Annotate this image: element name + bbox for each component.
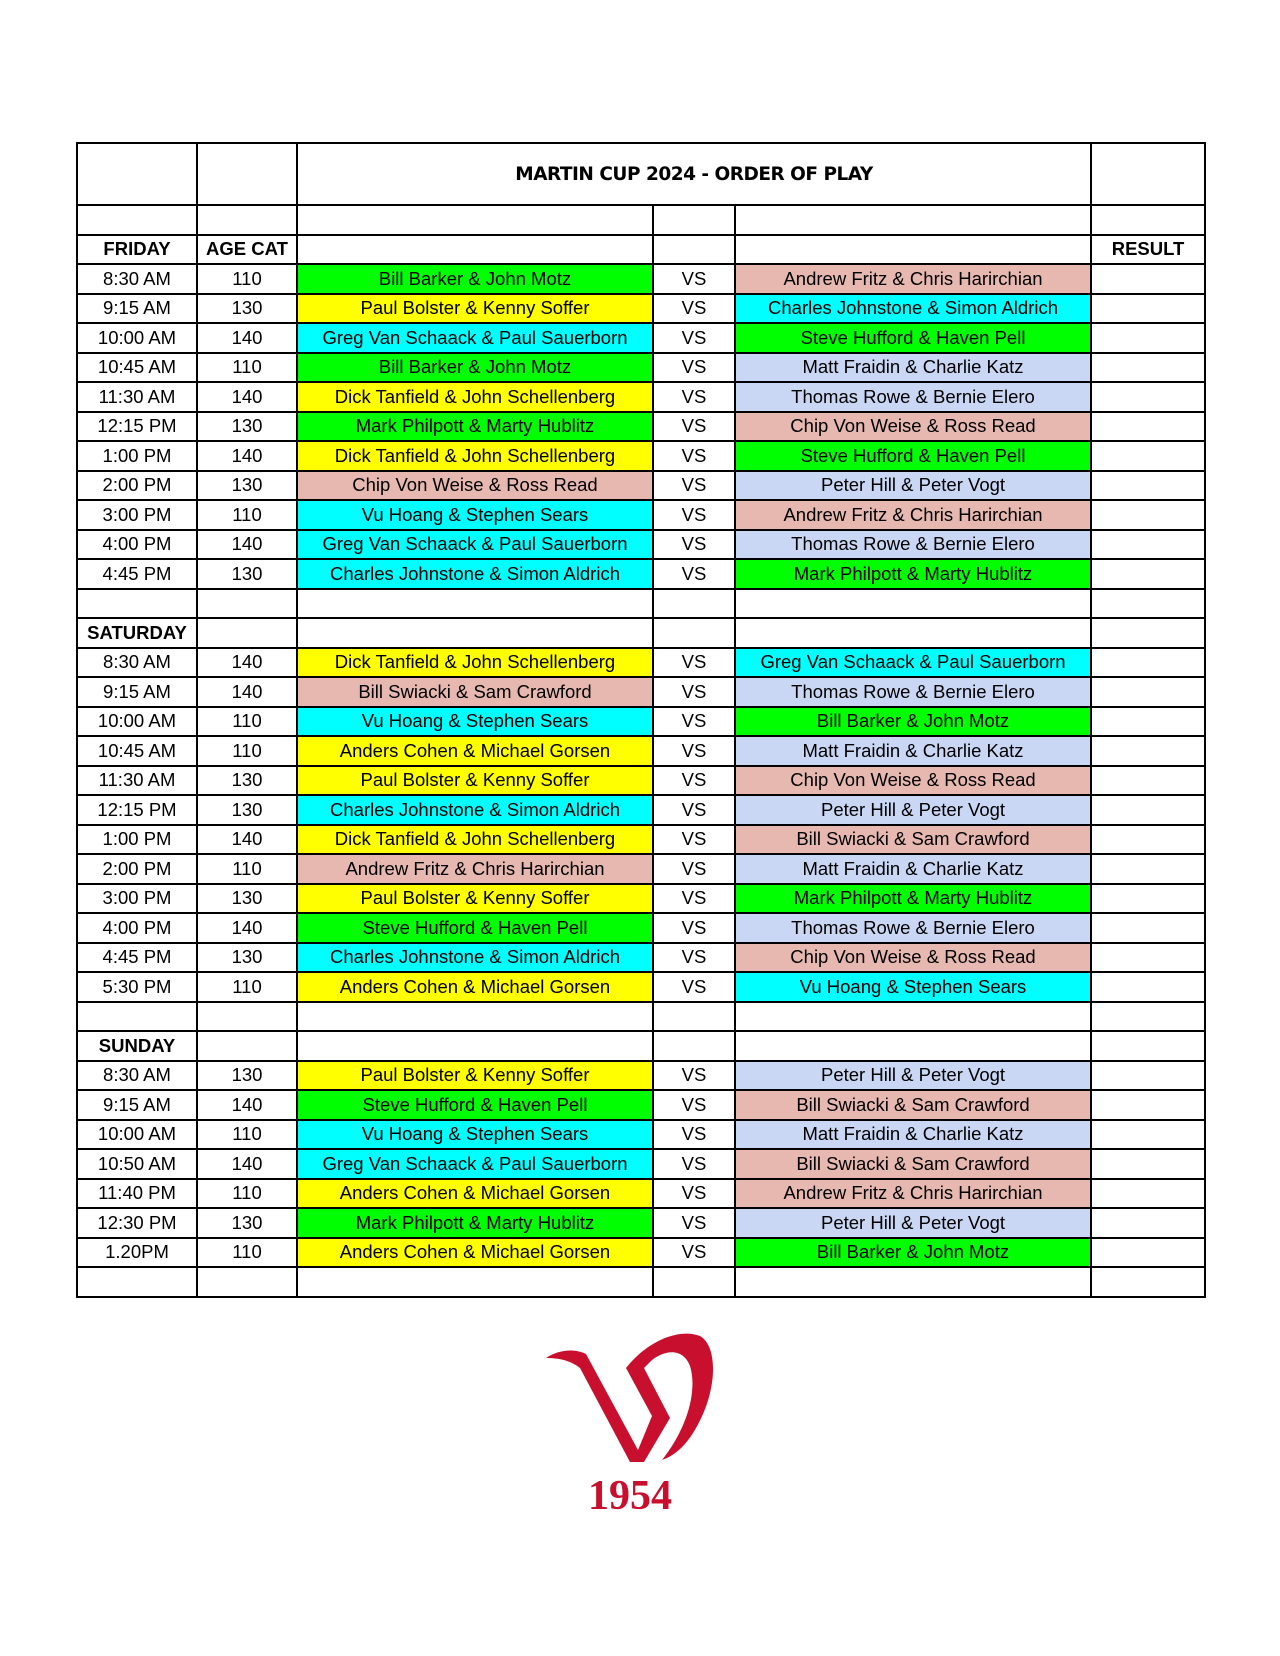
age-category: 140: [197, 1090, 297, 1120]
age-category: 130: [197, 471, 297, 501]
team-one: Bill Barker & John Motz: [297, 264, 653, 294]
result-cell: [1091, 530, 1205, 560]
team-one: Anders Cohen & Michael Gorsen: [297, 1238, 653, 1268]
result-cell: [1091, 323, 1205, 353]
result-cell: [1091, 294, 1205, 324]
age-category: 110: [197, 1120, 297, 1150]
age-category: 130: [197, 559, 297, 589]
team-two: Mark Philpott & Marty Hublitz: [735, 559, 1091, 589]
day-label: SATURDAY: [77, 618, 197, 648]
team-two: Bill Swiacki & Sam Crawford: [735, 825, 1091, 855]
result-cell: [1091, 441, 1205, 471]
spacer-row: [77, 1267, 1205, 1297]
match-time: 8:30 AM: [77, 648, 197, 678]
empty-cell: [653, 589, 735, 619]
result-cell: [1091, 382, 1205, 412]
result-cell: [1091, 1238, 1205, 1268]
empty-cell: [735, 589, 1091, 619]
result-cell: [1091, 707, 1205, 737]
match-row: [77, 972, 1205, 1002]
result-cell: [1091, 1149, 1205, 1179]
empty-cell: [735, 1002, 1091, 1032]
team-one: Greg Van Schaack & Paul Sauerborn: [297, 530, 653, 560]
result-cell: [1091, 500, 1205, 530]
match-row: [77, 530, 1205, 560]
result-cell: [1091, 825, 1205, 855]
match-row: [77, 323, 1205, 353]
vs-label: VS: [653, 264, 735, 294]
match-time: 10:50 AM: [77, 1149, 197, 1179]
match-time: 4:45 PM: [77, 559, 197, 589]
day-header-row: [77, 235, 1205, 265]
empty-cell: [653, 618, 735, 648]
match-row: [77, 441, 1205, 471]
match-time: 11:30 AM: [77, 382, 197, 412]
vs-label: VS: [653, 884, 735, 914]
team-one: Anders Cohen & Michael Gorsen: [297, 736, 653, 766]
team-one: Paul Bolster & Kenny Soffer: [297, 1061, 653, 1091]
team-one: Anders Cohen & Michael Gorsen: [297, 1179, 653, 1209]
team-one: Mark Philpott & Marty Hublitz: [297, 412, 653, 442]
order-of-play-sheet: [76, 142, 1204, 1298]
empty-cell: [197, 589, 297, 619]
team-one: Charles Johnstone & Simon Aldrich: [297, 943, 653, 973]
match-row: [77, 382, 1205, 412]
match-time: 8:30 AM: [77, 1061, 197, 1091]
result-cell: [1091, 1208, 1205, 1238]
empty-cell: [735, 618, 1091, 648]
match-row: [77, 1120, 1205, 1150]
age-category: 110: [197, 1238, 297, 1268]
team-two: Peter Hill & Peter Vogt: [735, 1208, 1091, 1238]
vs-label: VS: [653, 1208, 735, 1238]
empty-cell: [297, 1031, 653, 1061]
match-time: 5:30 PM: [77, 972, 197, 1002]
match-row: [77, 264, 1205, 294]
match-row: [77, 677, 1205, 707]
team-two: Bill Barker & John Motz: [735, 1238, 1091, 1268]
team-two: Andrew Fritz & Chris Harirchian: [735, 500, 1091, 530]
match-row: [77, 943, 1205, 973]
team-two: Thomas Rowe & Bernie Elero: [735, 677, 1091, 707]
team-two: Thomas Rowe & Bernie Elero: [735, 382, 1091, 412]
vs-label: VS: [653, 441, 735, 471]
vs-label: VS: [653, 294, 735, 324]
result-cell: [1091, 943, 1205, 973]
match-row: [77, 500, 1205, 530]
team-one: Charles Johnstone & Simon Aldrich: [297, 559, 653, 589]
empty-cell: [197, 1002, 297, 1032]
result-cell: [1091, 471, 1205, 501]
empty-cell: [735, 1267, 1091, 1297]
result-cell: [1091, 736, 1205, 766]
empty-cell: [77, 1267, 197, 1297]
result-cell: [1091, 353, 1205, 383]
age-category: 140: [197, 323, 297, 353]
result-cell: [1091, 1061, 1205, 1091]
match-row: [77, 1090, 1205, 1120]
empty-cell: [1091, 1002, 1205, 1032]
team-one: Vu Hoang & Stephen Sears: [297, 1120, 653, 1150]
match-time: 10:45 AM: [77, 353, 197, 383]
team-two: Steve Hufford & Haven Pell: [735, 441, 1091, 471]
empty-cell: [297, 618, 653, 648]
vs-label: VS: [653, 500, 735, 530]
team-one: Anders Cohen & Michael Gorsen: [297, 972, 653, 1002]
team-one: Dick Tanfield & John Schellenberg: [297, 648, 653, 678]
team-one: Vu Hoang & Stephen Sears: [297, 707, 653, 737]
vs-label: VS: [653, 825, 735, 855]
team-two: Andrew Fritz & Chris Harirchian: [735, 1179, 1091, 1209]
team-two: Greg Van Schaack & Paul Sauerborn: [735, 648, 1091, 678]
match-row: [77, 294, 1205, 324]
empty-cell: [297, 235, 653, 265]
match-time: 11:30 AM: [77, 766, 197, 796]
match-row: [77, 353, 1205, 383]
team-two: Chip Von Weise & Ross Read: [735, 412, 1091, 442]
age-category: 110: [197, 1179, 297, 1209]
match-time: 9:15 AM: [77, 294, 197, 324]
empty-cell: [77, 1002, 197, 1032]
team-one: Vu Hoang & Stephen Sears: [297, 500, 653, 530]
age-category: 110: [197, 736, 297, 766]
team-two: Charles Johnstone & Simon Aldrich: [735, 294, 1091, 324]
empty-cell: [197, 1031, 297, 1061]
age-category: 130: [197, 1208, 297, 1238]
empty-cell: [653, 1267, 735, 1297]
team-one: Greg Van Schaack & Paul Sauerborn: [297, 323, 653, 353]
vs-label: VS: [653, 559, 735, 589]
spacer-row: [77, 1002, 1205, 1032]
match-time: 10:00 AM: [77, 323, 197, 353]
match-row: [77, 884, 1205, 914]
match-time: 11:40 PM: [77, 1179, 197, 1209]
vs-label: VS: [653, 648, 735, 678]
vs-label: VS: [653, 677, 735, 707]
age-category: 130: [197, 795, 297, 825]
match-time: 10:45 AM: [77, 736, 197, 766]
match-time: 9:15 AM: [77, 1090, 197, 1120]
vs-label: VS: [653, 1120, 735, 1150]
team-two: Chip Von Weise & Ross Read: [735, 943, 1091, 973]
match-time: 9:15 AM: [77, 677, 197, 707]
vs-label: VS: [653, 1149, 735, 1179]
result-cell: [1091, 766, 1205, 796]
match-row: [77, 559, 1205, 589]
empty-cell: [197, 1267, 297, 1297]
spacer-row: [77, 205, 1205, 235]
result-cell: [1091, 1120, 1205, 1150]
match-time: 3:00 PM: [77, 884, 197, 914]
age-category: 110: [197, 264, 297, 294]
team-one: Paul Bolster & Kenny Soffer: [297, 294, 653, 324]
team-two: Matt Fraidin & Charlie Katz: [735, 736, 1091, 766]
empty-cell: [1091, 1031, 1205, 1061]
empty-cell: [197, 618, 297, 648]
age-category: 110: [197, 854, 297, 884]
match-row: [77, 736, 1205, 766]
age-category: 130: [197, 412, 297, 442]
team-two: Thomas Rowe & Bernie Elero: [735, 913, 1091, 943]
team-one: Chip Von Weise & Ross Read: [297, 471, 653, 501]
result-cell: [1091, 795, 1205, 825]
match-time: 8:30 AM: [77, 264, 197, 294]
team-two: Thomas Rowe & Bernie Elero: [735, 530, 1091, 560]
age-category: 140: [197, 441, 297, 471]
age-category: 110: [197, 500, 297, 530]
result-cell: [1091, 972, 1205, 1002]
team-two: Bill Barker & John Motz: [735, 707, 1091, 737]
result-cell: [1091, 1179, 1205, 1209]
day-header-row: [77, 618, 1205, 648]
age-category: 140: [197, 1149, 297, 1179]
vs-label: VS: [653, 795, 735, 825]
empty-cell: [297, 589, 653, 619]
result-cell: [1091, 913, 1205, 943]
vs-label: VS: [653, 972, 735, 1002]
team-one: Dick Tanfield & John Schellenberg: [297, 825, 653, 855]
age-category: 110: [197, 707, 297, 737]
match-row: [77, 1179, 1205, 1209]
day-label: FRIDAY: [77, 235, 197, 265]
club-logo: [540, 1310, 720, 1520]
match-time: 10:00 AM: [77, 707, 197, 737]
vs-label: VS: [653, 382, 735, 412]
match-row: [77, 1238, 1205, 1268]
team-one: Greg Van Schaack & Paul Sauerborn: [297, 1149, 653, 1179]
empty-cell: [735, 235, 1091, 265]
match-time: 12:15 PM: [77, 795, 197, 825]
result-cell: [1091, 677, 1205, 707]
match-time: 1.20PM: [77, 1238, 197, 1268]
match-row: [77, 412, 1205, 442]
age-category: 130: [197, 766, 297, 796]
vs-label: VS: [653, 707, 735, 737]
match-time: 1:00 PM: [77, 825, 197, 855]
result-cell: [1091, 1090, 1205, 1120]
vs-label: VS: [653, 913, 735, 943]
result-cell: [1091, 559, 1205, 589]
team-two: Peter Hill & Peter Vogt: [735, 1061, 1091, 1091]
age-category: 130: [197, 943, 297, 973]
empty-cell: [77, 589, 197, 619]
match-row: [77, 766, 1205, 796]
vs-label: VS: [653, 412, 735, 442]
team-one: Paul Bolster & Kenny Soffer: [297, 766, 653, 796]
age-category: 140: [197, 825, 297, 855]
team-two: Mark Philpott & Marty Hublitz: [735, 884, 1091, 914]
vs-label: VS: [653, 854, 735, 884]
match-row: [77, 1061, 1205, 1091]
age-category: 130: [197, 884, 297, 914]
match-row: [77, 854, 1205, 884]
vs-label: VS: [653, 1090, 735, 1120]
vs-label: VS: [653, 1179, 735, 1209]
team-one: Steve Hufford & Haven Pell: [297, 1090, 653, 1120]
team-one: Dick Tanfield & John Schellenberg: [297, 441, 653, 471]
empty-cell: [1091, 589, 1205, 619]
team-two: Vu Hoang & Stephen Sears: [735, 972, 1091, 1002]
age-category: 140: [197, 913, 297, 943]
age-category: 140: [197, 530, 297, 560]
age-category: 130: [197, 1061, 297, 1091]
empty-cell: [653, 1031, 735, 1061]
result-cell: [1091, 884, 1205, 914]
age-category: 110: [197, 972, 297, 1002]
empty-cell: [735, 1031, 1091, 1061]
match-row: [77, 471, 1205, 501]
team-two: Matt Fraidin & Charlie Katz: [735, 353, 1091, 383]
vs-label: VS: [653, 471, 735, 501]
team-one: Bill Barker & John Motz: [297, 353, 653, 383]
empty-cell: [297, 1267, 653, 1297]
result-header: RESULT: [1091, 235, 1205, 265]
match-time: 1:00 PM: [77, 441, 197, 471]
match-time: 4:45 PM: [77, 943, 197, 973]
team-two: Matt Fraidin & Charlie Katz: [735, 1120, 1091, 1150]
age-cat-header: AGE CAT: [197, 235, 297, 265]
day-label: SUNDAY: [77, 1031, 197, 1061]
match-row: [77, 825, 1205, 855]
match-row: [77, 648, 1205, 678]
match-row: [77, 1208, 1205, 1238]
vs-label: VS: [653, 323, 735, 353]
age-category: 140: [197, 382, 297, 412]
match-row: [77, 707, 1205, 737]
age-category: 140: [197, 648, 297, 678]
age-category: 110: [197, 353, 297, 383]
day-header-row: [77, 1031, 1205, 1061]
logo-year: 1954: [588, 1473, 672, 1519]
team-two: Andrew Fritz & Chris Harirchian: [735, 264, 1091, 294]
team-two: Peter Hill & Peter Vogt: [735, 795, 1091, 825]
vs-label: VS: [653, 736, 735, 766]
team-one: Bill Swiacki & Sam Crawford: [297, 677, 653, 707]
vs-label: VS: [653, 353, 735, 383]
vs-label: VS: [653, 1061, 735, 1091]
team-two: Bill Swiacki & Sam Crawford: [735, 1149, 1091, 1179]
vs-label: VS: [653, 766, 735, 796]
match-row: [77, 913, 1205, 943]
title-row: [77, 143, 1205, 205]
empty-cell: [653, 1002, 735, 1032]
result-cell: [1091, 264, 1205, 294]
result-cell: [1091, 412, 1205, 442]
team-one: Steve Hufford & Haven Pell: [297, 913, 653, 943]
result-cell: [1091, 854, 1205, 884]
result-cell: [1091, 648, 1205, 678]
match-row: [77, 795, 1205, 825]
vs-label: VS: [653, 530, 735, 560]
team-two: Peter Hill & Peter Vogt: [735, 471, 1091, 501]
schedule-table: [76, 142, 1206, 1298]
age-category: 130: [197, 294, 297, 324]
empty-cell: [1091, 1267, 1205, 1297]
match-time: 4:00 PM: [77, 913, 197, 943]
match-time: 3:00 PM: [77, 500, 197, 530]
match-time: 12:15 PM: [77, 412, 197, 442]
vs-label: VS: [653, 1238, 735, 1268]
vs-label: VS: [653, 943, 735, 973]
empty-cell: [297, 1002, 653, 1032]
empty-cell: [1091, 618, 1205, 648]
team-two: Steve Hufford & Haven Pell: [735, 323, 1091, 353]
team-one: Andrew Fritz & Chris Harirchian: [297, 854, 653, 884]
match-time: 4:00 PM: [77, 530, 197, 560]
team-one: Paul Bolster & Kenny Soffer: [297, 884, 653, 914]
age-category: 140: [197, 677, 297, 707]
page-title: MARTIN CUP 2024 - ORDER OF PLAY: [297, 143, 1091, 205]
match-time: 2:00 PM: [77, 854, 197, 884]
w-monogram-icon: [540, 1310, 720, 1470]
spacer-row: [77, 589, 1205, 619]
team-two: Matt Fraidin & Charlie Katz: [735, 854, 1091, 884]
team-two: Chip Von Weise & Ross Read: [735, 766, 1091, 796]
match-time: 2:00 PM: [77, 471, 197, 501]
team-one: Charles Johnstone & Simon Aldrich: [297, 795, 653, 825]
match-time: 10:00 AM: [77, 1120, 197, 1150]
match-time: 12:30 PM: [77, 1208, 197, 1238]
team-one: Dick Tanfield & John Schellenberg: [297, 382, 653, 412]
team-one: Mark Philpott & Marty Hublitz: [297, 1208, 653, 1238]
team-two: Bill Swiacki & Sam Crawford: [735, 1090, 1091, 1120]
empty-cell: [653, 235, 735, 265]
match-row: [77, 1149, 1205, 1179]
